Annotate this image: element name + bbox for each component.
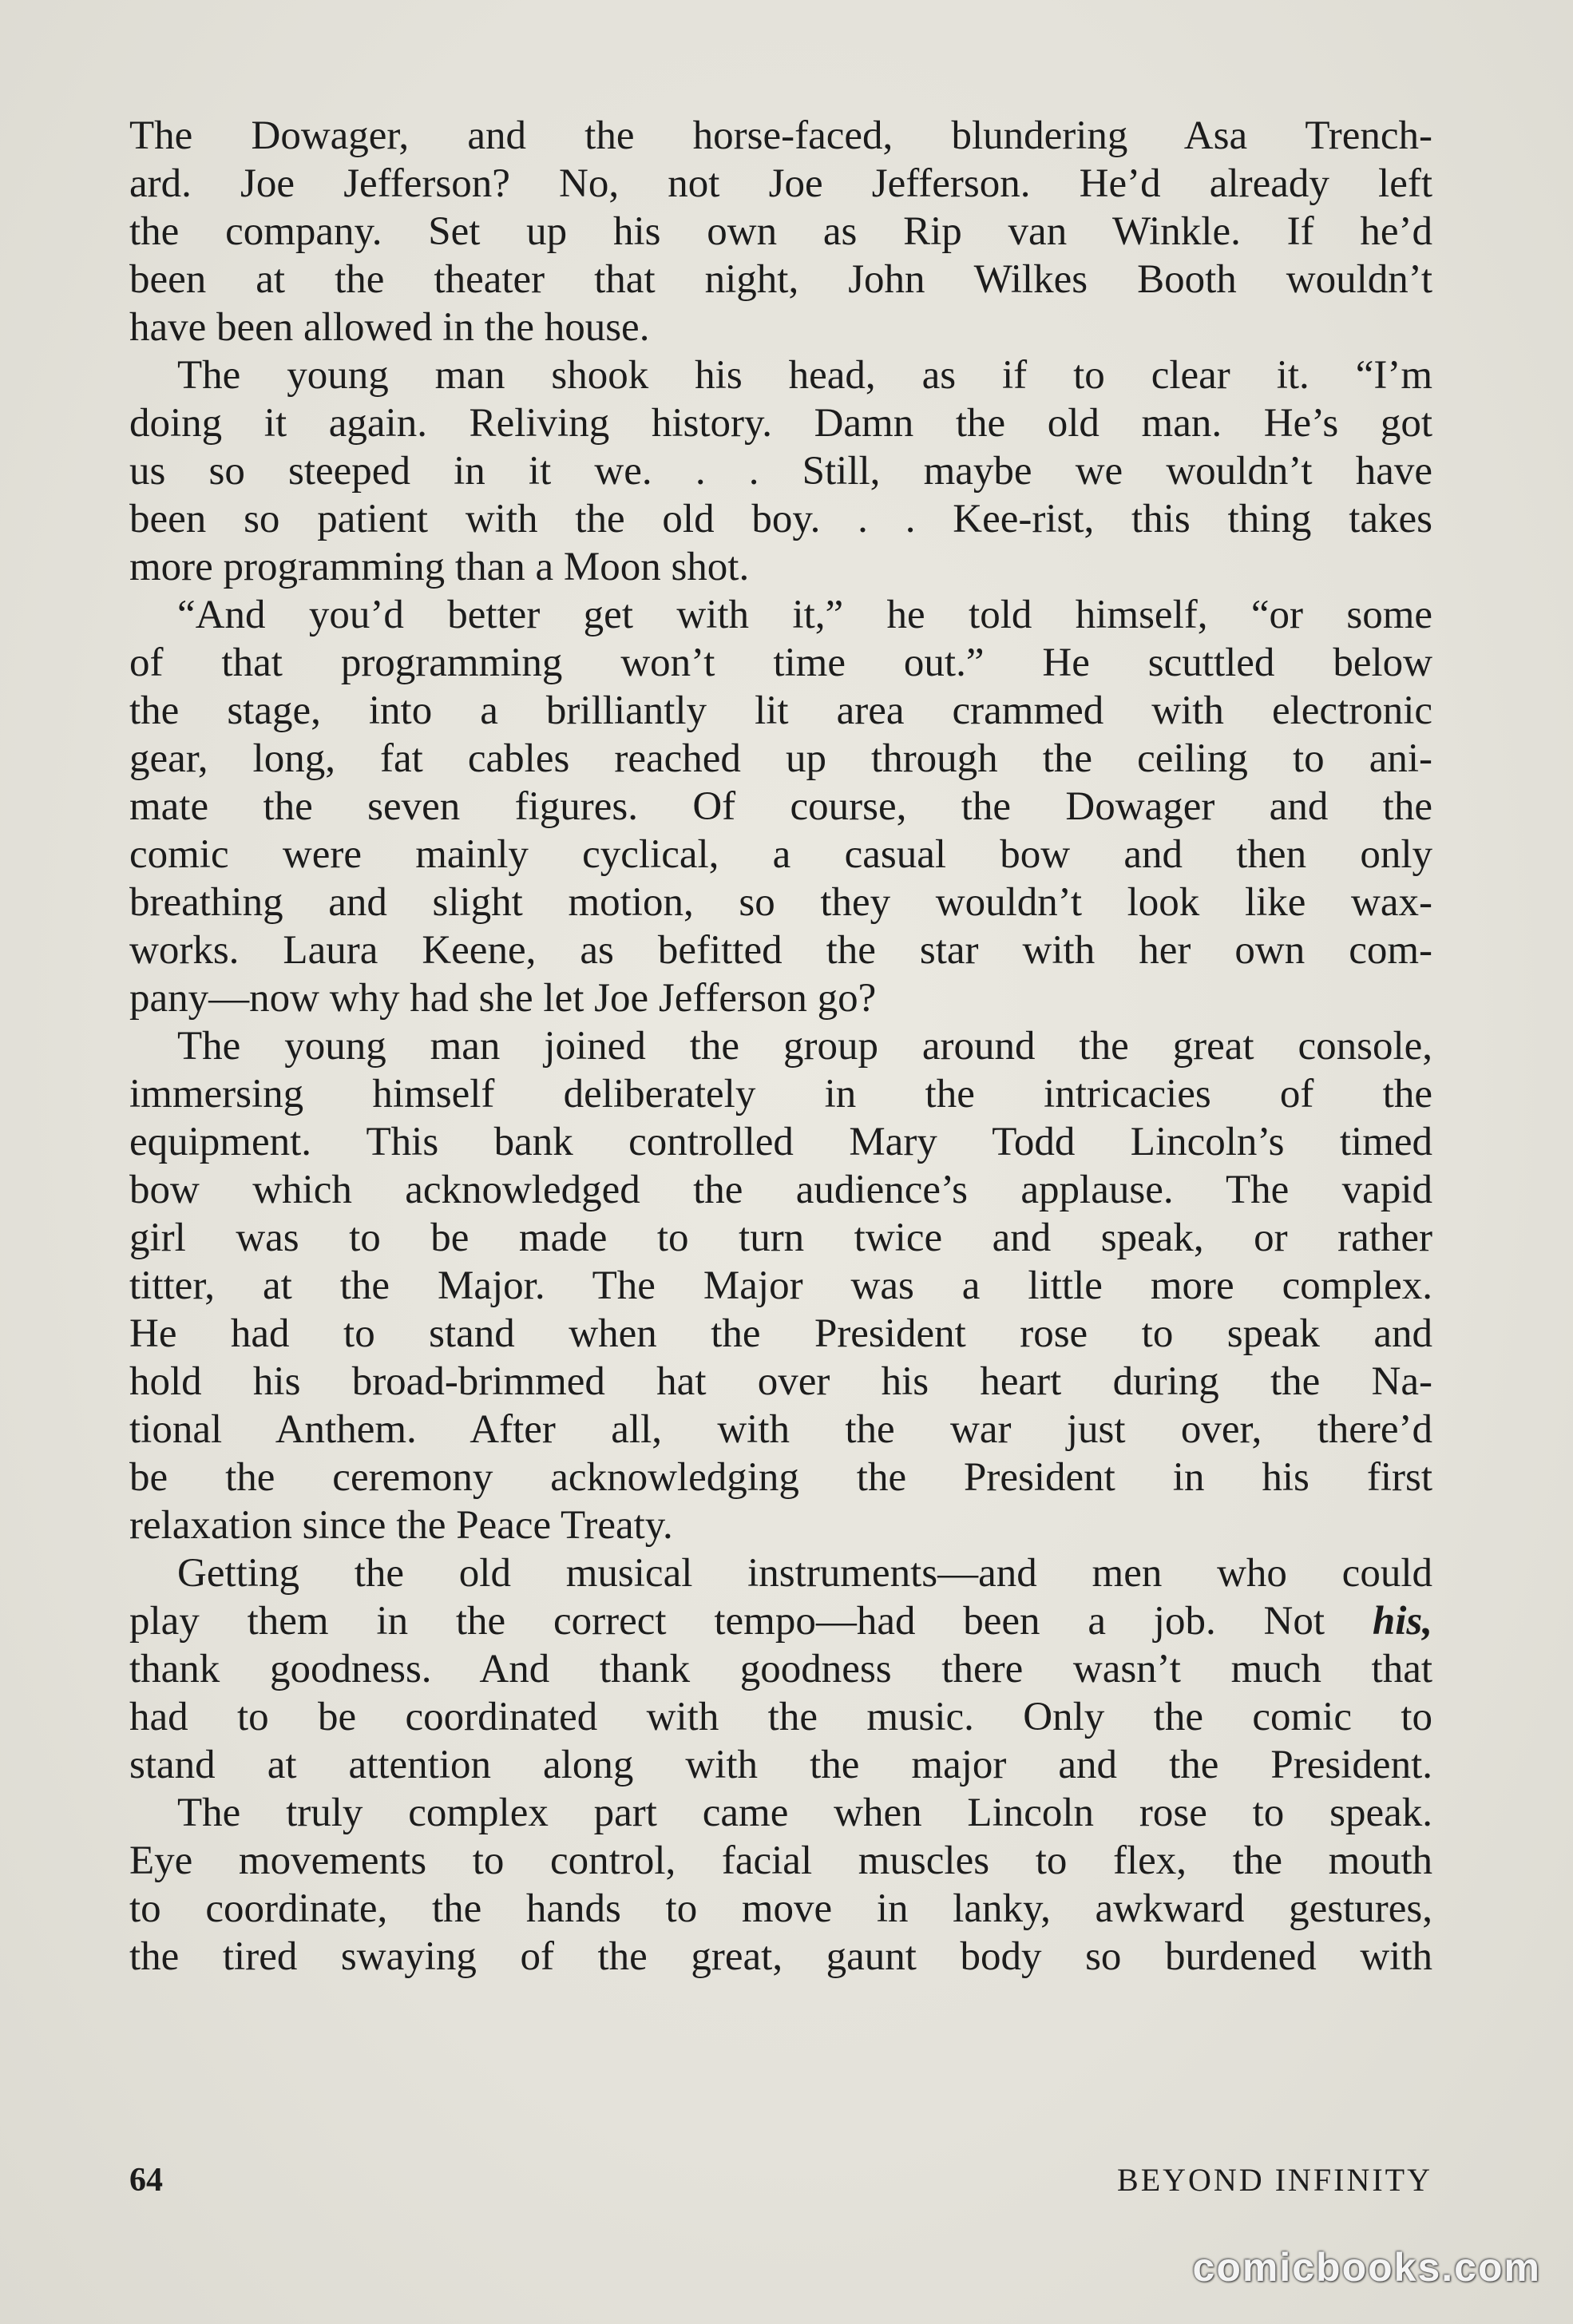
text-line: been at the theater that night, John Wilkes Booth wouldn’t (129, 257, 1432, 302)
text-line: Getting the old musical instruments—and men who could (177, 1551, 1432, 1596)
text-line: girl was to be made to turn twice and speak, or rather (129, 1216, 1432, 1260)
text-line: titter, at the Major. The Major was a little more complex. (129, 1263, 1432, 1308)
text-line: ard. Joe Jefferson? No, not Joe Jefferson. He’d already left (129, 161, 1432, 206)
text-line: comic were mainly cyclical, a casual bow and then only (129, 832, 1432, 877)
text-line: been so patient with the old boy. . . Kee-rist, this thing takes (129, 497, 1432, 541)
body-text (129, 112, 1432, 1981)
text-line: to coordinate, the hands to move in lanky, awkward gestures, (129, 1886, 1432, 1931)
text-line: tional Anthem. After all, with the war just over, there’d (129, 1407, 1432, 1452)
text-line: us so steeped in it we. . . Still, maybe we wouldn’t have (129, 449, 1432, 494)
emphasized-word: his, (1372, 1599, 1432, 1644)
running-title: BEYOND INFINITY (1117, 2162, 1432, 2198)
text-line: stand at attention along with the major and the President. (129, 1743, 1432, 1787)
text-line: The Dowager, and the horse-faced, blundering Asa Trench- (129, 113, 1432, 158)
text-line: doing it again. Reliving history. Damn the old man. He’s got (129, 401, 1432, 446)
text-line: The truly complex part came when Lincoln rose to speak. (177, 1791, 1432, 1835)
text-line: relaxation since the Peace Treaty. (129, 1503, 673, 1548)
text-line: The young man shook his head, as if to clear it. “I’m (177, 353, 1432, 398)
text-line: equipment. This bank controlled Mary Todd Lincoln’s timed (129, 1120, 1432, 1164)
text-line: have been allowed in the house. (129, 305, 650, 350)
text-line: pany—now why had she let Joe Jefferson go? (129, 976, 877, 1021)
text-line: the stage, into a brilliantly lit area crammed with electronic (129, 688, 1432, 733)
text-line: mate the seven figures. Of course, the Dowager and the (129, 784, 1432, 829)
text-line: more programming than a Moon shot. (129, 545, 750, 589)
text-line (129, 1597, 1432, 1645)
text-line: thank goodness. And thank goodness there wasn’t much that (129, 1647, 1432, 1691)
text-line: had to be coordinated with the music. Only the comic to (129, 1695, 1432, 1739)
text-line: immersing himself deliberately in the intricacies of the (129, 1072, 1432, 1116)
page-number: 64 (129, 2162, 163, 2199)
text-line: bow which acknowledged the audience’s applause. The vapid (129, 1168, 1432, 1212)
text-line: works. Laura Keene, as befitted the star with her own com- (129, 928, 1432, 973)
watermark-logo: comicbooks.com (1192, 2245, 1541, 2290)
text-line: “And you’d better get with it,” he told himself, “or some (177, 593, 1432, 637)
page-footer (129, 2156, 1432, 2204)
text-line: breathing and slight motion, so they wouldn’t look like wax- (129, 880, 1432, 925)
text-line: hold his broad-brimmed hat over his heart during the Na- (129, 1359, 1432, 1404)
text-line: The young man joined the group around the great console, (177, 1024, 1432, 1069)
text-line: the company. Set up his own as Rip van Winkle. If he’d (129, 209, 1432, 254)
text-line: gear, long, fat cables reached up through the ceiling to ani- (129, 736, 1432, 781)
text-line-segment: play them in the correct tempo—had been a job. Not (129, 1599, 1373, 1644)
text-line: of that programming won’t time out.” He scuttled below (129, 640, 1432, 685)
text-line: He had to stand when the President rose to speak and (129, 1311, 1432, 1356)
text-line: Eye movements to control, facial muscles to flex, the mouth (129, 1838, 1432, 1883)
text-line: the tired swaying of the great, gaunt body so burdened with (129, 1934, 1432, 1979)
text-line: be the ceremony acknowledging the President in his first (129, 1455, 1432, 1500)
